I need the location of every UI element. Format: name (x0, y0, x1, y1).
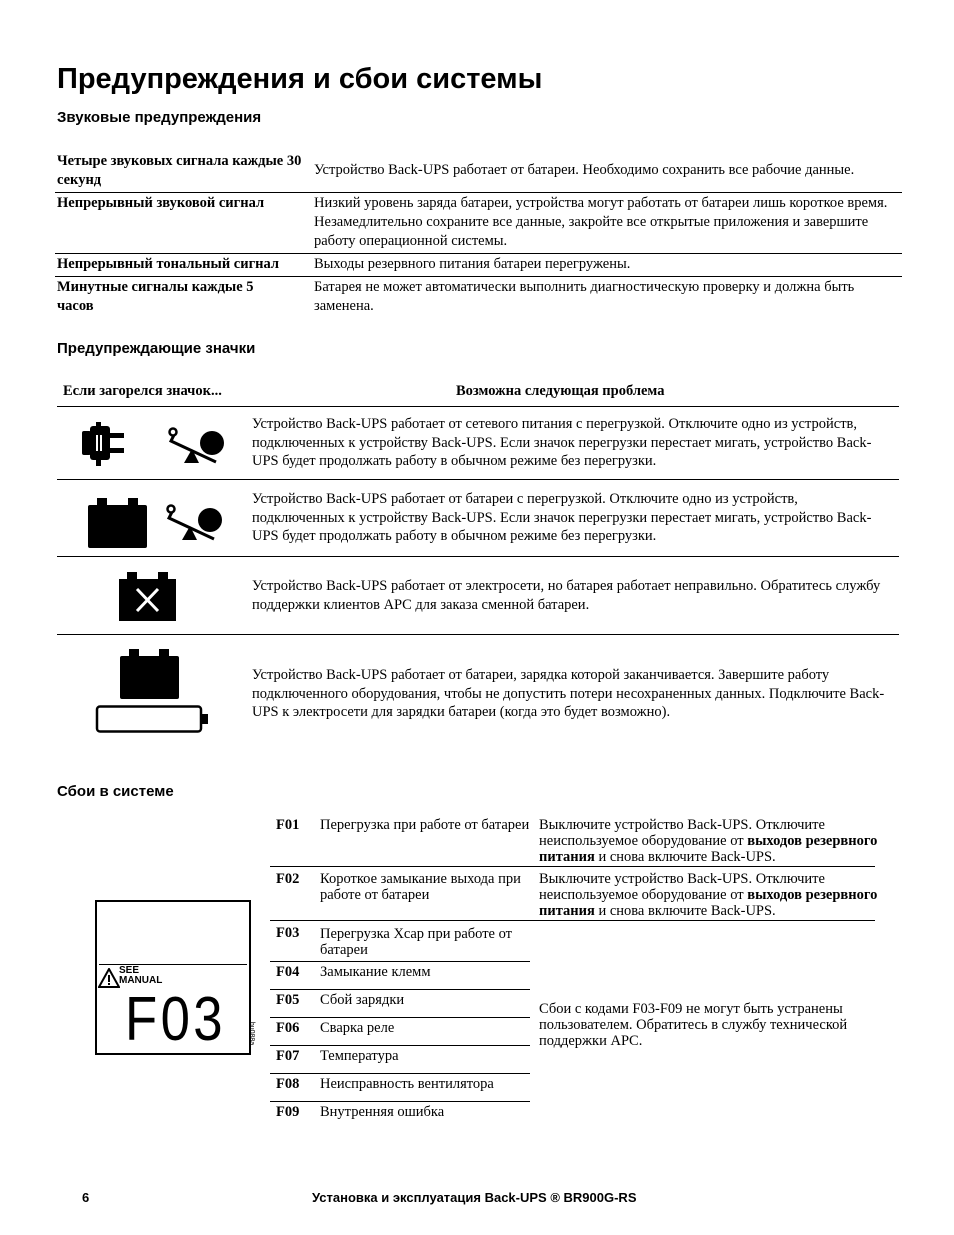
battery-level-icon (95, 705, 210, 733)
lcd-manual: MANUAL (119, 975, 163, 986)
icon-problem-text: Устройство Back-UPS работает от электросети, но батарея работает неправильно. Обратитесь службу поддержки клиентов APC для заказа сменной батареи. (252, 578, 881, 613)
fault-code: F02 (276, 871, 300, 887)
icon-problem-text: Устройство Back-UPS работает от батареи с перегрузкой. Отключите одно из устройств, подключенных к устройству Back-UPS. Если значок перегрузки перестает мигать, устройство Back-UPS будет продолжать работу в обычном режиме без перегрузки. (252, 491, 872, 544)
fault-desc: Перегрузка при работе от батареи (320, 817, 530, 833)
fault-desc: Сбой зарядки (320, 992, 405, 1008)
plug-icon (80, 422, 125, 466)
fault-code: F03 (276, 925, 300, 941)
icon-problem-text: Устройство Back-UPS работает от батареи, зарядка которой заканчивается. Завершите работу подключенного оборудования, чтобы не допустить потери несохраненных данных. Подключите Back-UPS к электросети для зарядки батареи (когда это будет возможно). (252, 667, 885, 720)
signal-meaning: Батарея не может автоматически выполнить диагностическую проверку и должна быть заменена. (314, 279, 855, 314)
lcd-see: SEE (119, 965, 140, 976)
signal-label: Четыре звуковых сигнала каждые 30 секунд (57, 153, 302, 188)
fault-code: F04 (276, 964, 300, 980)
lcd-warning-text (119, 966, 162, 986)
battery-icon (120, 649, 180, 699)
fault-desc: Температура (320, 1048, 399, 1064)
fault-desc: Сварка реле (320, 1020, 395, 1036)
signal-label: Минутные сигналы каждые 5 часов (57, 279, 254, 314)
signal-meaning: Устройство Back-UPS работает от батареи. Необходимо сохранить все рабочие данные. (314, 162, 855, 178)
fault-desc: Внутренняя ошибка (320, 1104, 445, 1120)
overload-icon (168, 427, 226, 469)
fault-desc: Короткое замыкание выхода при работе от батареи (320, 871, 521, 903)
fault-code: F09 (276, 1104, 300, 1120)
battery-icon (88, 498, 148, 548)
lcd-fault-code: F03 (125, 985, 227, 1054)
footer-title: Установка и эксплуатация Back-UPS ® BR900G-RS (312, 1190, 637, 1205)
signal-meaning: Выходы резервного питания батареи перегружены. (314, 256, 631, 272)
fault-code: F06 (276, 1020, 300, 1036)
page-number: 6 (82, 1190, 90, 1205)
fault-remedy: Выключите устройство Back-UPS. Отключите неиспользуемое оборудование от выходов резервного питания и снова включите Back-UPS. (539, 817, 878, 865)
icon-problem-text: Устройство Back-UPS работает от сетевого питания с перегрузкой. Отключите одно из устройств, подключенных к устройству Back-UPS. Если значок перегрузки перестает мигать, устройство Back-UPS будет продолжать работу в обычном режиме без перегрузки. (252, 416, 872, 469)
fault-desc: Замыкание клемм (320, 964, 431, 980)
lcd-display (95, 900, 251, 1055)
faults-heading: Сбои в системе (57, 783, 174, 800)
page-title: Предупреждения и сбои системы (57, 63, 543, 95)
icons-heading: Предупреждающие значки (57, 340, 256, 357)
warning-icon (98, 968, 120, 988)
fault-code: F05 (276, 992, 300, 1008)
signal-label: Непрерывный звуковой сигнал (57, 195, 265, 211)
signal-label: Непрерывный тональный сигнал (57, 256, 280, 272)
fault-desc: Неисправность вентилятора (320, 1076, 494, 1092)
fault-desc: Перегрузка Xcap при работе от батареи (320, 926, 512, 958)
overload-icon (166, 504, 224, 546)
signal-meaning: Низкий уровень заряда батареи, устройства могут работать от батареи лишь короткое время. Незамедлительно сохраните все данные, закройте все открытые приложения и завершите работу операционной системы. (314, 195, 888, 249)
fault-code: F01 (276, 817, 300, 833)
replace-battery-icon (119, 572, 177, 621)
figure-id: bu088a (248, 1021, 256, 1046)
audible-heading: Звуковые предупреждения (57, 109, 262, 126)
fault-remedy-nonuser: Сбои с кодами F03-F09 не могут быть устранены пользователем. Обратитесь в службу технической поддержки APC. (539, 1001, 848, 1049)
col-header-problem: Возможна следующая проблема (456, 383, 665, 399)
col-header-icon: Если загорелся значок... (63, 383, 222, 399)
fault-code: F08 (276, 1076, 300, 1092)
fault-remedy: Выключите устройство Back-UPS. Отключите неиспользуемое оборудование от выходов резервного питания и снова включите Back-UPS. (539, 871, 878, 919)
fault-code: F07 (276, 1048, 300, 1064)
